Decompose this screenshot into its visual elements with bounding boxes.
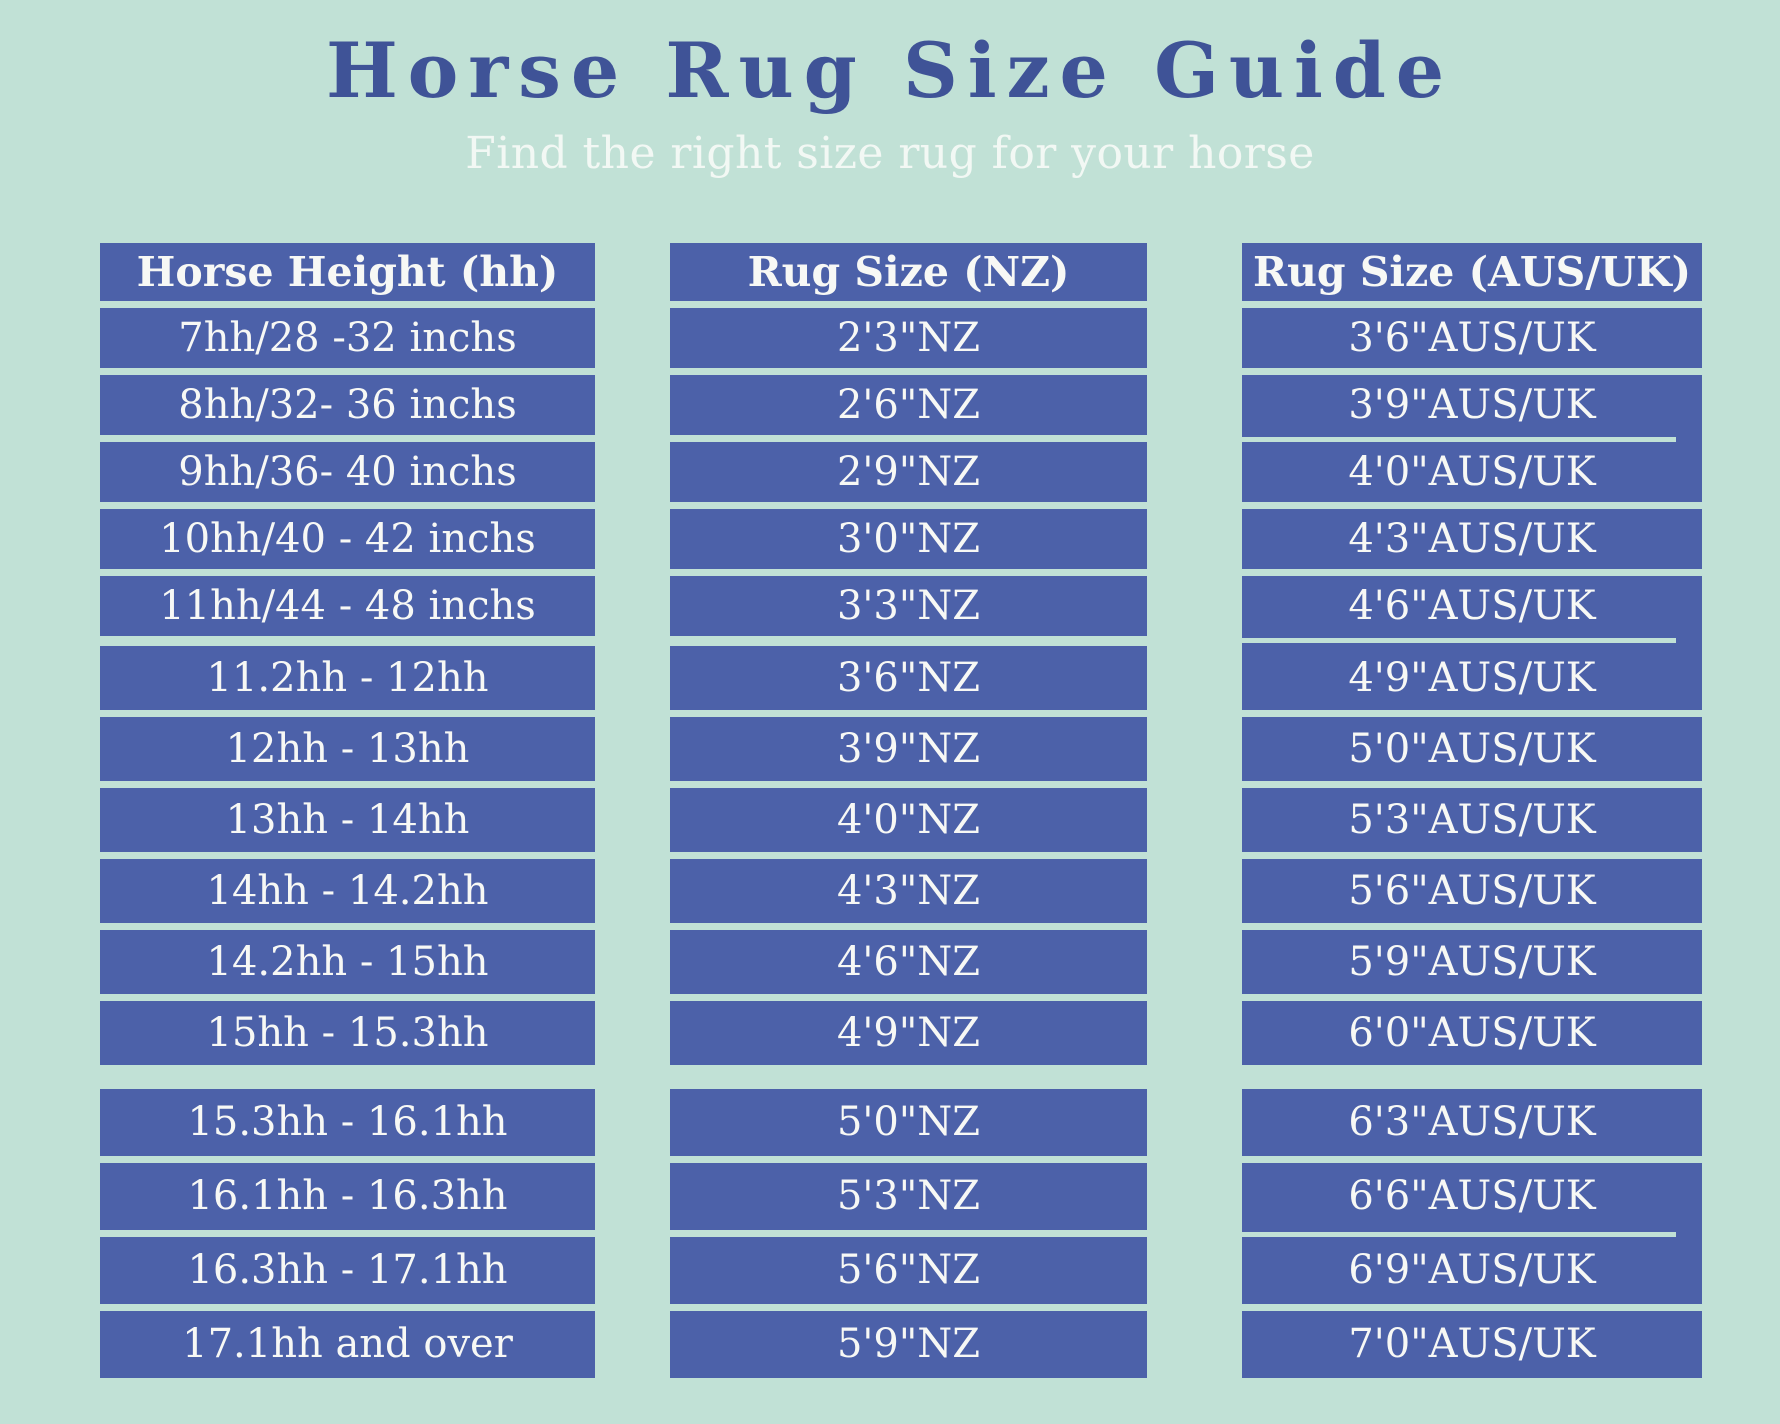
table-cell: 4'6"AUS/UK <box>1242 576 1702 636</box>
table-cell: 3'9"NZ <box>670 717 1147 781</box>
table-cell: 4'9"AUS/UK <box>1242 646 1702 710</box>
table-cell: 11hh/44 - 48 inchs <box>100 576 595 636</box>
column-header: Horse Height (hh) <box>100 243 595 301</box>
column-header: Rug Size (NZ) <box>670 243 1147 301</box>
table-cell: 2'6"NZ <box>670 375 1147 435</box>
column-rug-size-aus-uk <box>1242 243 1702 1378</box>
table-cell: 15hh - 15.3hh <box>100 1001 595 1065</box>
table-cell: 3'6"AUS/UK <box>1242 308 1702 368</box>
table-cell: 8hh/32- 36 inchs <box>100 375 595 435</box>
table-cell: 5'3"NZ <box>670 1163 1147 1230</box>
table-cell: 7'0"AUS/UK <box>1242 1311 1702 1378</box>
table-cell: 4'3"NZ <box>670 859 1147 923</box>
table-cell: 4'9"NZ <box>670 1001 1147 1065</box>
table-cell: 7hh/28 -32 inchs <box>100 308 595 368</box>
table-cell: 4'6"NZ <box>670 930 1147 994</box>
table-cell: 16.1hh - 16.3hh <box>100 1163 595 1230</box>
table-cell: 3'0"NZ <box>670 509 1147 569</box>
table-cell: 5'0"AUS/UK <box>1242 717 1702 781</box>
table-cell: 10hh/40 - 42 inchs <box>100 509 595 569</box>
table-cell: 15.3hh - 16.1hh <box>100 1089 595 1156</box>
table-cell: 4'0"AUS/UK <box>1242 442 1702 502</box>
table-cell: 14.2hh - 15hh <box>100 930 595 994</box>
table-cell: 3'3"NZ <box>670 576 1147 636</box>
table-cell: 9hh/36- 40 inchs <box>100 442 595 502</box>
table-cell: 17.1hh and over <box>100 1311 595 1378</box>
table-cell: 3'6"NZ <box>670 646 1147 710</box>
column-rug-size-nz <box>670 243 1147 1378</box>
table-cell: 14hh - 14.2hh <box>100 859 595 923</box>
table-cell: 6'3"AUS/UK <box>1242 1089 1702 1156</box>
table-cell: 16.3hh - 17.1hh <box>100 1237 595 1304</box>
page-subtitle: Find the right size rug for your horse <box>465 128 1315 179</box>
table-cell: 11.2hh - 12hh <box>100 646 595 710</box>
page-title: Horse Rug Size Guide <box>325 26 1454 115</box>
table-cell: 5'6"AUS/UK <box>1242 859 1702 923</box>
table-cell: 6'9"AUS/UK <box>1242 1237 1702 1304</box>
table-cell: 5'9"AUS/UK <box>1242 930 1702 994</box>
table-cell: 5'6"NZ <box>670 1237 1147 1304</box>
table-cell: 13hh - 14hh <box>100 788 595 852</box>
table-cell: 2'3"NZ <box>670 308 1147 368</box>
table-cell: 2'9"NZ <box>670 442 1147 502</box>
table-cell: 6'6"AUS/UK <box>1242 1163 1702 1230</box>
column-horse-height <box>100 243 595 1378</box>
table-cell: 12hh - 13hh <box>100 717 595 781</box>
table-cell: 5'9"NZ <box>670 1311 1147 1378</box>
table-cell: 4'3"AUS/UK <box>1242 509 1702 569</box>
table-cell: 5'0"NZ <box>670 1089 1147 1156</box>
column-header: Rug Size (AUS/UK) <box>1242 243 1702 301</box>
table-cell: 5'3"AUS/UK <box>1242 788 1702 852</box>
table-cell: 3'9"AUS/UK <box>1242 375 1702 435</box>
table-cell: 6'0"AUS/UK <box>1242 1001 1702 1065</box>
table-cell: 4'0"NZ <box>670 788 1147 852</box>
